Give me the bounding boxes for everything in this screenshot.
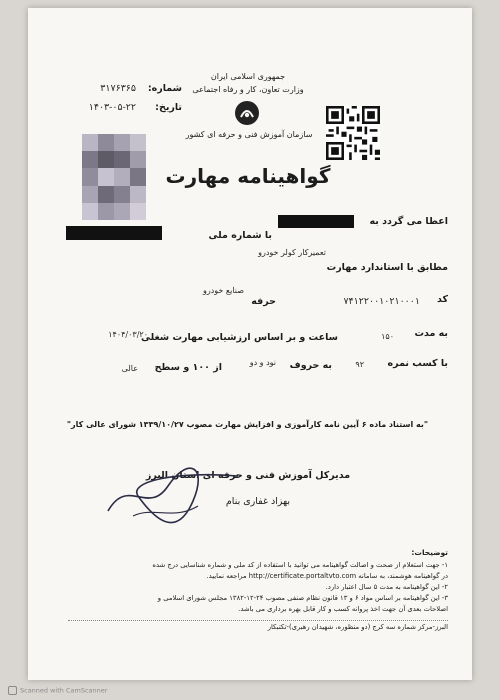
notes-heading: توضیحات: bbox=[411, 548, 448, 557]
qr-code bbox=[326, 106, 380, 160]
organization-name: سازمان آموزش فنی و حرفه ای کشور bbox=[185, 130, 313, 139]
redacted-national-id bbox=[66, 226, 162, 240]
note-line-4: ۳- این گواهینامه بر اساس مواد ۶ و ۱۳ قانون نظام صنفی مصوب ۲۴-۱۲-۱۳۸۲ مجلس شورای اسلامی و bbox=[157, 594, 448, 602]
code-label: کد bbox=[436, 294, 448, 305]
national-id-label: با شماره ملی bbox=[208, 230, 272, 241]
regulation-clause: "به استناد ماده ۶ آیین نامه کارآموزی و افزایش مهارت مصوب ۱۳۳۹/۱۰/۲۷ شورای عالی کار" bbox=[66, 420, 428, 429]
level-value: عالی bbox=[121, 364, 138, 373]
footer-address: البرز-مرکز شماره سه کرج (دو منظوره، شهیدان رهبری)-تکتبکار bbox=[267, 623, 448, 631]
of-and-level-label: از ۱۰۰ و سطح bbox=[154, 362, 222, 373]
code-value: ۷۴۱۲۲۰۰۱۰۲۱۰۰۰۱ bbox=[343, 296, 420, 307]
standard-value: تعمیرکار کولر خودرو bbox=[258, 248, 326, 257]
craft-value: صنایع خودرو bbox=[202, 286, 244, 295]
organization-logo bbox=[234, 100, 260, 126]
date-label: تاریخ: bbox=[155, 102, 182, 113]
certificate-sheet bbox=[28, 8, 472, 680]
camscanner-icon bbox=[8, 686, 17, 695]
duration-value: ۱۵۰ bbox=[381, 332, 394, 341]
duration-label: به مدت bbox=[414, 328, 448, 339]
score-value: ۹۲ bbox=[355, 360, 364, 369]
score-label: با کسب نمره bbox=[387, 358, 448, 369]
letters-value: نود و دو bbox=[249, 358, 276, 367]
number-value: ۳۱۷۶۳۶۵ bbox=[100, 83, 136, 94]
footer-divider bbox=[68, 620, 448, 621]
number-label: شماره: bbox=[147, 83, 182, 94]
note-line-1: ۱- جهت استعلام از صحت و اصالت گواهینامه می توانید با استفاده از کد ملی و شماره شناسایی درج شده bbox=[152, 561, 448, 569]
craft-label: حرفه bbox=[251, 296, 276, 307]
signatory-title: مدیرکل آموزش فنی و حرفه ای استان البرز bbox=[145, 470, 351, 481]
assessment-date: ۱۴۰۴/۰۳/۲۰ bbox=[108, 330, 148, 339]
certificate-title: گواهینامه مهارت bbox=[165, 164, 331, 188]
signatory-name: بهزاد غفاری بنام bbox=[225, 496, 291, 507]
letters-label: به حروف bbox=[289, 360, 332, 371]
standard-label: مطابق با استاندارد مهارت bbox=[326, 262, 448, 273]
note-line-3: ۲- این گواهینامه به مدت ۵ سال اعتبار دارد. bbox=[325, 583, 448, 591]
assessment-text: ساعت و بر اساس ارزشیابی مهارت شغلی bbox=[140, 332, 338, 343]
scanner-watermark: Scanned with CamScanner bbox=[8, 686, 107, 695]
date-value: ۱۴۰۳-۰۵-۲۲ bbox=[88, 102, 136, 113]
ministry-line-2: وزارت تعاون، کار و رفاه اجتماعی bbox=[192, 85, 304, 94]
handwritten-signature bbox=[98, 456, 248, 526]
ministry-line-1: جمهوری اسلامی ایران bbox=[210, 72, 286, 81]
issued-to-label: اعطا می گردد به bbox=[369, 216, 448, 227]
blurred-photo bbox=[82, 134, 146, 220]
note-line-5: اصلاحات بعدی آن جهت اخذ پروانه کسب و کار قابل بهره برداری می باشد. bbox=[238, 605, 448, 613]
redacted-name bbox=[278, 215, 354, 228]
note-line-2: در گواهینامه هوشمند، به سامانه http://certificate.portaltvto.com مراجعه نمایید. bbox=[206, 572, 448, 580]
